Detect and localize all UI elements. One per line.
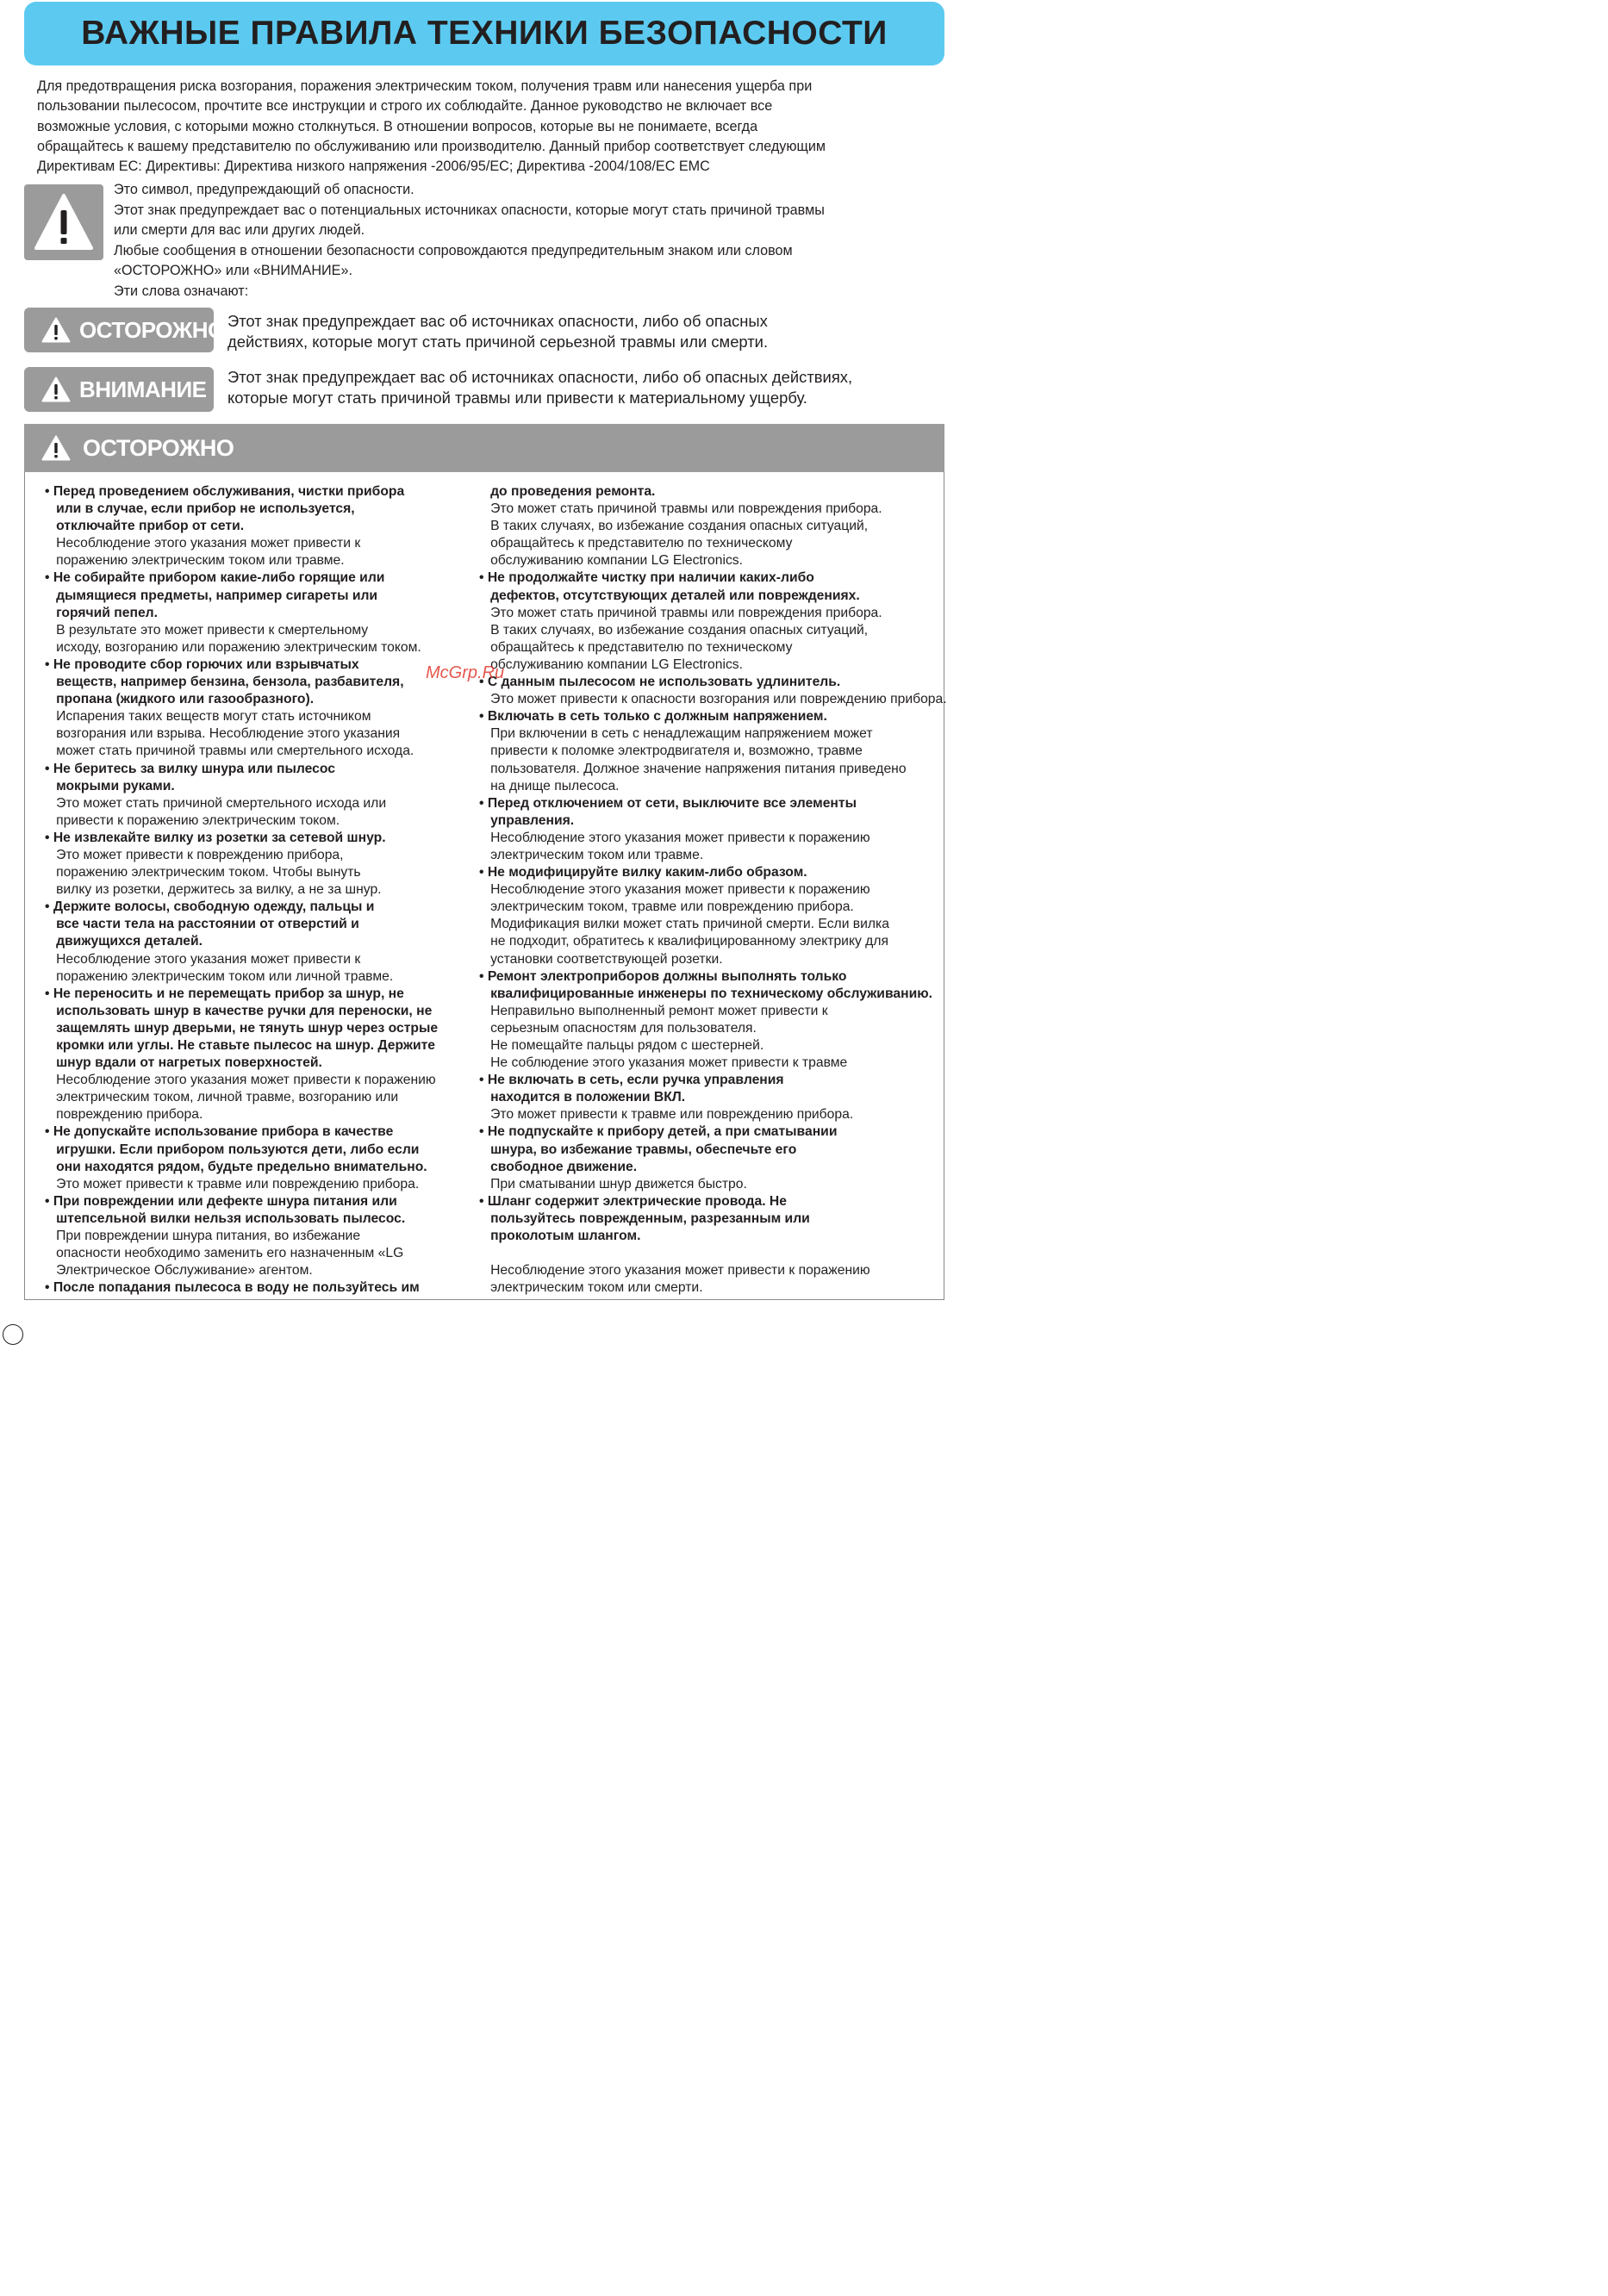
rule-heading-line: пользуйтесь поврежденным, разрезанным или [479, 1210, 810, 1226]
caution-desc-line: которые могут стать причиной травмы или привести к материальному ущербу. [227, 388, 807, 407]
symbol-text-line: Эти слова означают: [114, 283, 249, 299]
rule-heading-line: горячий пепел. [45, 605, 158, 620]
rule-heading-line: или в случае, если прибор не используется, [45, 501, 355, 517]
rule-text-line: электрическим током или смерти. [479, 1280, 703, 1296]
intro-line: Директивам ЕС: Директивы: Директива низкого напряжения -2006/95/EC; Директива -2004/108/EC EMC [37, 159, 710, 175]
rule-text-line: привести к поражению электрическим током. [45, 812, 340, 828]
rule-text-line: Это может привести к травме или повреждению прибора. [45, 1176, 420, 1192]
rule-text-line: Модификация вилки может стать причиной смерти. Если вилка [479, 917, 889, 932]
symbol-text-line: «ОСТОРОЖНО» или «ВНИМАНИЕ». [114, 263, 352, 279]
caution-badge [24, 367, 214, 412]
rule-text-line: При сматывании шнур движется быстро. [479, 1176, 747, 1192]
symbol-text-line: Этот знак предупреждает вас о потенциальных источниках опасности, которые могут стать причиной травмы [114, 202, 825, 218]
rule-text-line: Это может привести к повреждению прибора, [45, 847, 344, 862]
rule-heading-line: • Включать в сеть только с должным напряжением. [479, 709, 827, 725]
rule-text-line: Это может привести к опасности возгорания или повреждению прибора. [479, 692, 947, 707]
rule-text-line: обращайтесь к представителю по техническому [479, 639, 793, 655]
symbol-text-line: или смерти для вас или других людей. [114, 222, 365, 239]
rule-heading-line: • С данным пылесосом не использовать удлинитель. [479, 675, 841, 690]
warning-badge-description [227, 311, 951, 352]
rule-heading-line: • Ремонт электроприборов должны выполнять только [479, 968, 847, 984]
rule-text-line: серьезным опасностям для пользователя. [479, 1020, 757, 1036]
rule-text-line: При включении в сеть с ненадлежащим напряжением может [479, 726, 873, 742]
rule-text-line: электрическим током, травме или повреждению прибора. [479, 899, 854, 915]
rule-heading-line: • Не продолжайте чистку при наличии каких-либо [479, 570, 814, 586]
rule-text-line [479, 1245, 944, 1262]
rule-text-line: Не соблюдение этого указания может привести к травме [479, 1055, 848, 1071]
symbol-text-line: Любые сообщения в отношении безопасности сопровождаются предупредительным знаком или словом [114, 242, 793, 258]
rule-heading-line: управления. [479, 812, 575, 828]
watermark: McGrp.Ru [426, 663, 505, 682]
rule-heading-line: все части тела на расстоянии от отверстий и [45, 917, 359, 932]
warning-triangle-icon [41, 435, 71, 461]
rule-heading-line: веществ, например бензина, бензола, разбавителя, [45, 675, 404, 690]
warning-badge-label: ОСТОРОЖНО [79, 316, 225, 343]
rule-heading-line: шнура, во избежание травмы, обеспечьте его [479, 1142, 797, 1157]
rule-text-line: электрическим током, личной травме, возгоранию или [45, 1090, 399, 1105]
warning-desc-line: действиях, которые могут стать причиной серьезной травмы или смерти. [227, 332, 769, 351]
rule-text-line: Это может стать причиной смертельного исхода или [45, 795, 387, 811]
rule-heading-line: • Не проводите сбор горючих или взрывчатых [45, 656, 359, 672]
rule-heading-line: • Держите волосы, свободную одежду, пальцы и [45, 899, 375, 915]
rule-heading-line: • Не подпускайте к прибору детей, а при сматывании [479, 1124, 838, 1140]
rule-heading-line: до проведения ремонта. [479, 484, 656, 499]
rule-heading-line: • Перед проведением обслуживания, чистки прибора [45, 484, 405, 499]
rule-heading-line: • Не включать в сеть, если ручка управления [479, 1073, 784, 1088]
rule-text-line: Несоблюдение этого указания может привести к [45, 536, 361, 551]
rule-heading-line: • Не собирайте прибором какие-либо горящие или [45, 570, 385, 586]
caution-section-title: ОСТОРОЖНО [83, 434, 234, 461]
rule-heading-line: шнур вдали от нагретых поверхностей. [45, 1055, 322, 1071]
caution-badge-label: ВНИМАНИЕ [79, 376, 207, 402]
rule-heading-line: • При повреждении или дефекте шнура питания или [45, 1193, 397, 1209]
rule-text-line: Не помещайте пальцы рядом с шестерней. [479, 1038, 764, 1053]
rule-text-line: может стать причиной травмы или смертельного исхода. [45, 744, 414, 759]
rule-text-line: на днище пылесоса. [479, 778, 620, 793]
rule-text-line: Неправильно выполненный ремонт может привести к [479, 1003, 828, 1018]
intro-paragraph [37, 77, 949, 177]
rule-text-line: поражению электрическим током. Чтобы вынуть [45, 865, 361, 880]
intro-line: обращайтесь к вашему представителю по обслуживанию или производителю. Данный прибор соответствует следующим [37, 138, 826, 154]
rule-heading-line: они находятся рядом, будьте предельно внимательно. [45, 1159, 427, 1174]
page-number-circle [3, 1324, 23, 1345]
rule-heading-line: дефектов, отсутствующих деталей или повреждениях. [479, 588, 860, 603]
warning-badge [24, 308, 225, 352]
rule-heading-line: использовать шнур в качестве ручки для переноски, не [45, 1003, 433, 1018]
warning-desc-line: Этот знак предупреждает вас об источниках опасности, либо об опасных [227, 312, 768, 330]
rule-text-line: Это может стать причиной травмы или повреждения прибора. [479, 501, 882, 517]
rule-heading-line: • После попадания пылесоса в воду не пользуйтесь им [45, 1280, 420, 1296]
caution-column-right [479, 483, 947, 1297]
rule-text-line: обслуживанию компании LG Electronics. [479, 656, 743, 672]
rule-heading-line: • Не модифицируйте вилку каким-либо образом. [479, 865, 807, 880]
caution-desc-line: Этот знак предупреждает вас об источниках опасности, либо об опасных действиях, [227, 368, 853, 386]
rule-text-line: установки соответствующей розетки. [479, 951, 723, 967]
rule-text-line: Испарения таких веществ могут стать источником [45, 709, 371, 725]
rule-text-line: поражению электрическим током или личной травме. [45, 968, 394, 984]
rule-text-line: исходу, возгоранию или поражению электрическим током. [45, 639, 421, 655]
rule-heading-line: защемлять шнур дверьми, не тянуть шнур через острые [45, 1020, 439, 1036]
rule-heading-line: • Не извлекайте вилку из розетки за сетевой шнур. [45, 830, 386, 845]
rule-heading-line: мокрыми руками. [45, 778, 175, 793]
rule-text-line: пользователя. Должное значение напряжения питания приведено [479, 761, 907, 776]
rule-text-line: В результате это может привести к смертельному [45, 622, 369, 638]
rule-text-line: Электрическое Обслуживание» агентом. [45, 1263, 313, 1279]
rule-heading-line: дымящиеся предметы, например сигареты или [45, 588, 378, 603]
rule-heading-line: пропана (жидкого или газообразного). [45, 692, 315, 707]
rule-text-line: Несоблюдение этого указания может привести к [45, 951, 361, 967]
rule-text-line: не подходит, обратитесь к квалифицированному электрику для [479, 934, 888, 949]
rule-text-line: повреждению прибора. [45, 1107, 203, 1123]
rule-text-line: Несоблюдение этого указания может привести к поражению [45, 1073, 436, 1088]
warning-symbol-box [24, 184, 103, 260]
rule-heading-line: • Не допускайте использование прибора в качестве [45, 1124, 394, 1140]
caution-column-left [45, 483, 469, 1297]
rule-text-line: В таких случаях, во избежание создания опасных ситуаций, [479, 622, 869, 638]
rule-text-line: Это может привести к травме или повреждению прибора. [479, 1107, 854, 1123]
rule-heading-line: свободное движение. [479, 1159, 638, 1174]
rule-text-line: Несоблюдение этого указания может привести к поражению [479, 1263, 870, 1279]
rule-heading-line: отключайте прибор от сети. [45, 519, 245, 534]
rule-heading-line: • Не переносить и не перемещать прибор за шнур, не [45, 986, 404, 1001]
page-title: ВАЖНЫЕ ПРАВИЛА ТЕХНИКИ БЕЗОПАСНОСТИ [81, 15, 888, 52]
symbol-text-line: Это символ, предупреждающий об опасности. [114, 182, 414, 197]
caution-badge-description [227, 367, 951, 408]
rule-text-line: вилку из розетки, держитесь за вилку, а не за шнур. [45, 882, 382, 898]
title-banner [24, 2, 944, 65]
rule-heading-line: • Перед отключением от сети, выключите все элементы [479, 795, 857, 811]
rule-text-line: Это может стать причиной травмы или повреждения прибора. [479, 605, 882, 620]
rule-text-line: Несоблюдение этого указания может привести к поражению [479, 882, 870, 898]
warning-triangle-icon [41, 376, 71, 402]
caution-section-header [24, 424, 944, 472]
rule-heading-line: движущихся деталей. [45, 934, 203, 949]
intro-line: возможные условия, с которыми можно столкнуться. В отношении вопросов, которые вы не понимаете, всегда [37, 118, 758, 134]
rule-heading-line: • Шланг содержит электрические провода. Не [479, 1193, 787, 1209]
rule-heading-line: кромки или углы. Не ставьте пылесос на шнур. Держите [45, 1038, 436, 1053]
warning-triangle-icon [34, 193, 94, 252]
intro-line: пользовании пылесосом, прочтите все инструкции и строго их соблюдайте. Данное руководство не включает все [37, 98, 773, 115]
rule-text-line: привести к поломке электродвигателя и, возможно, травме [479, 744, 863, 759]
rule-heading-line: проколотым шлангом. [479, 1229, 641, 1244]
intro-line: Для предотвращения риска возгорания, поражения электрическим током, получения травм или нанесения ущерба при [37, 78, 813, 94]
rule-heading-line: квалифицированные инженеры по техническому обслуживанию. [479, 986, 932, 1001]
rule-text-line: При повреждении шнура питания, во избежание [45, 1229, 361, 1244]
rule-text-line: В таких случаях, во избежание создания опасных ситуаций, [479, 519, 869, 534]
rule-heading-line: штепсельной вилки нельзя использовать пылесос. [45, 1210, 406, 1226]
rule-text-line: обслуживанию компании LG Electronics. [479, 553, 743, 569]
symbol-explanation [114, 180, 945, 302]
rule-heading-line: находится в положении ВКЛ. [479, 1090, 686, 1105]
warning-triangle-icon [41, 317, 71, 343]
rule-text-line: опасности необходимо заменить его назначенным «LG [45, 1246, 404, 1261]
rule-text-line: поражению электрическим током или травме. [45, 553, 345, 569]
rule-heading-line: игрушки. Если прибором пользуются дети, либо если [45, 1142, 420, 1157]
rule-text-line: обращайтесь к представителю по техническому [479, 536, 793, 551]
rule-text-line: электрическим током или травме. [479, 847, 704, 862]
rule-heading-line: • Не беритесь за вилку шнура или пылесос [45, 761, 336, 776]
rule-text-line: Несоблюдение этого указания может привести к поражению [479, 830, 870, 845]
rule-text-line: возгорания или взрыва. Несоблюдение этого указания [45, 726, 401, 742]
